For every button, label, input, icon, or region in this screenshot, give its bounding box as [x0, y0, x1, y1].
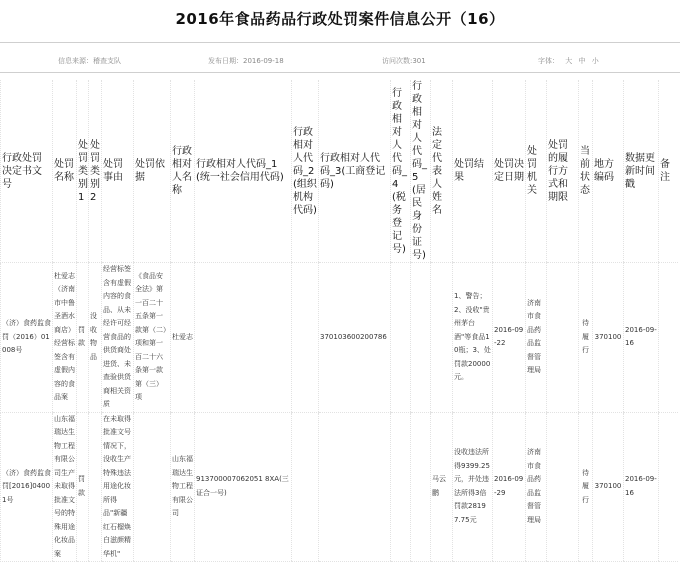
table-row [1, 263, 678, 413]
font-size-switcher [538, 56, 599, 66]
header-code-3: 行政相对人代码_3(工商登记码) [319, 80, 391, 263]
cell-party-name: 杜爱志 [171, 263, 195, 413]
article-meta [0, 56, 680, 70]
cell-reason: 经营标签含有虚假内容的食品、从未经许可经营食品的供货商处进货、未查验供货商相关资质 [102, 263, 134, 413]
header-performance: 处罚的履行方式和期限 [547, 80, 579, 263]
cell-performance [547, 412, 579, 562]
cell-remark [659, 412, 678, 562]
cell-doc-no: （济）食药监食罚[2016]04001号 [1, 412, 53, 562]
font-size-large-link[interactable]: 大 [565, 57, 573, 65]
cell-code-4 [391, 263, 411, 413]
cell-basis [134, 412, 171, 562]
table-row [1, 412, 678, 562]
font-size-label: 字体： [538, 57, 559, 65]
title-divider [0, 42, 680, 43]
cell-legal-rep [431, 263, 453, 413]
cell-reason: 在未取得批准文号情况下，没收生产特殊违法用途化妆所得品"新疆红石榴焕白滋颜精华机" [102, 412, 134, 562]
font-size-medium-link[interactable]: 中 [578, 57, 586, 65]
cell-code-1: 913700007062051 8XA(三证合一号) [195, 412, 292, 562]
cell-code-2 [292, 263, 319, 413]
cell-category-1: 罚款 [77, 263, 89, 413]
header-legal-rep: 法定代表人姓名 [431, 80, 453, 263]
header-basis: 处罚依据 [134, 80, 171, 263]
cell-party-name: 山东福瑞达生物工程有限公司 [171, 412, 195, 562]
header-category-2: 处罚类别2 [89, 80, 102, 263]
header-timestamp: 数据更新时间戳 [624, 80, 659, 263]
header-code-4: 行政相对人代码_4(税务登记号) [391, 80, 411, 263]
meta-divider [0, 72, 680, 73]
header-result: 处罚结果 [453, 80, 493, 263]
cell-code-3 [319, 412, 391, 562]
cell-case-name: 山东福瑞达生物工程有限公司生产未取得批准文号的特殊用途化妆品案 [53, 412, 77, 562]
cell-doc-no: （济）食药监食罚（2016）01008号 [1, 263, 53, 413]
cell-authority: 济南市食品药品监督管理局 [526, 263, 547, 413]
visit-count: 访问次数:301 [382, 57, 426, 65]
cell-code-1 [195, 263, 292, 413]
header-case-name: 处罚名称 [53, 80, 77, 263]
cell-result: 1、警告；2、没收"贵州茅台酒"等食品10瓶；3、处罚款20000元。 [453, 263, 493, 413]
info-source: 信息来源：稽查支队 [58, 57, 121, 65]
cell-authority: 济南市食品药品监督管理局 [526, 412, 547, 562]
header-code-5: 行政相对人代码_5(居民身份证号) [411, 80, 431, 263]
cell-remark [659, 263, 678, 413]
header-area-code: 地方编码 [593, 80, 624, 263]
cell-date: 2016-09-29 [493, 412, 526, 562]
cell-category-1: 罚款 [77, 412, 89, 562]
header-category-1: 处罚类别1 [77, 80, 89, 263]
cell-result: 没收违法所得9399.25元，并处违法所得3倍罚款28197.75元 [453, 412, 493, 562]
cell-code-5 [411, 412, 431, 562]
cell-case-name: 杜爱志（济南市中鲁圣酒水商店）经营标签含有虚假内容的食品案 [53, 263, 77, 413]
cell-status: 待履行 [579, 412, 593, 562]
cell-area-code: 370100 [593, 412, 624, 562]
cell-code-4 [391, 412, 411, 562]
cell-basis: 《食品安全法》第一百二十五条第一款第（二）项和第一百二十六条第一款第（三）项 [134, 263, 171, 413]
cell-timestamp: 2016-09-16 [624, 412, 659, 562]
penalty-cases-table [0, 80, 678, 562]
header-party-name: 行政相对人名称 [171, 80, 195, 263]
cell-timestamp: 2016-09-16 [624, 263, 659, 413]
header-reason: 处罚事由 [102, 80, 134, 263]
cell-code-5 [411, 263, 431, 413]
cell-area-code: 370100 [593, 263, 624, 413]
cell-category-2 [89, 412, 102, 562]
cell-code-3: 370103600200786 [319, 263, 391, 413]
cell-date: 2016-09-22 [493, 263, 526, 413]
header-code-2: 行政相对人代码_2(组织机构代码) [292, 80, 319, 263]
font-size-small-link[interactable]: 小 [591, 57, 599, 65]
cell-performance [547, 263, 579, 413]
cell-status: 待履行 [579, 263, 593, 413]
page-title: 2016年食品药品行政处罚案件信息公开（16） [175, 10, 505, 28]
header-code-1: 行政相对人代码_1(统一社会信用代码) [195, 80, 292, 263]
header-date: 处罚决定日期 [493, 80, 526, 263]
publish-date: 发布日期：2016-09-18 [208, 57, 284, 65]
header-doc-no: 行政处罚决定书文号 [1, 80, 53, 263]
cell-category-2: 没收物品 [89, 263, 102, 413]
header-status: 当前状态 [579, 80, 593, 263]
cell-code-2 [292, 412, 319, 562]
header-remark: 备注 [659, 80, 678, 263]
table-header-row [1, 80, 678, 263]
cell-legal-rep: 马云鹏 [431, 412, 453, 562]
header-authority: 处罚机关 [526, 80, 547, 263]
